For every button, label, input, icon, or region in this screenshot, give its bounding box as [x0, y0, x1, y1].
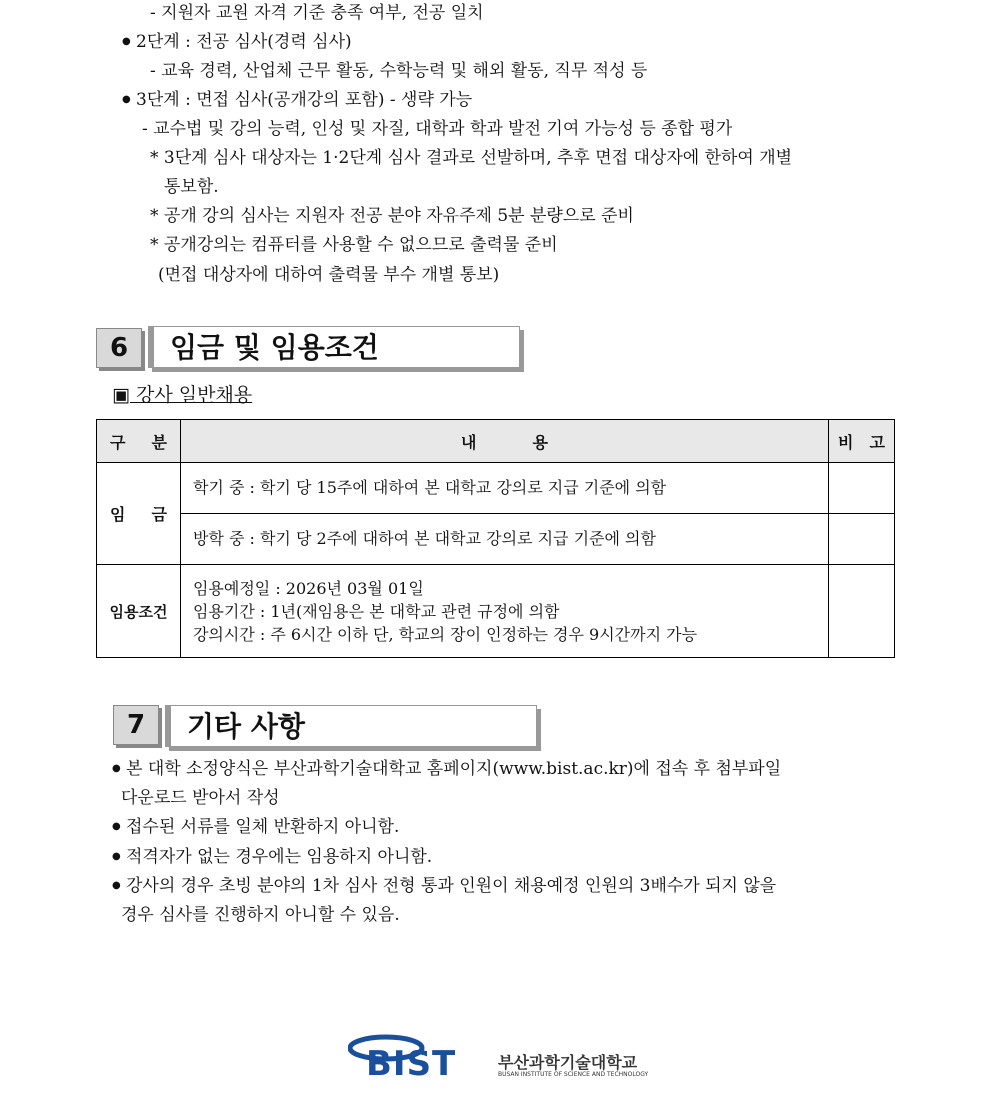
salary-table [96, 419, 895, 658]
note-1-cont: 통보함. [164, 177, 219, 197]
table-row [97, 463, 895, 514]
section-7-number: 7 [113, 705, 159, 745]
wage-label: 임 금 [97, 463, 181, 565]
section-6-title: 임금 및 임용조건 [148, 326, 520, 368]
table-row [97, 565, 895, 658]
terms-start-date: 임용예정일 : 2026년 03월 01일 [192, 578, 424, 598]
note-4: (면접 대상자에 대하여 출력물 부수 개별 통보) [158, 265, 500, 285]
header-note: 비 고 [829, 420, 895, 463]
bist-logo-wordmark: BIST [366, 1044, 457, 1084]
terms-note [829, 565, 895, 658]
wage-vacation: 방학 중 : 학기 당 2주에 대하여 본 대학교 강의로 지급 기준에 의함 [180, 514, 828, 565]
section-6-number: 6 [96, 328, 142, 368]
note-2: * 공개 강의 심사는 지원자 전공 분야 자유주제 5분 분량으로 준비 [150, 206, 634, 226]
section-6-subheading: ▣ 강사 일반채용 [112, 384, 253, 406]
stage3-line: ● 3단계 : 면접 심사(공개강의 포함) - 생략 가능 [136, 89, 472, 111]
bist-name-ko: 부산과학기술대학교 [498, 1053, 638, 1072]
wage-semester: 학기 중 : 학기 당 15주에 대하여 본 대학교 강의로 지급 기준에 의함 [180, 463, 828, 514]
terms-hours: 강의시간 : 주 6시간 이하 단, 학교의 장이 인정하는 경우 9시간까지 가능 [192, 624, 698, 644]
header-category: 구 분 [97, 420, 181, 463]
section-7-title: 기타 사항 [165, 705, 537, 747]
terms-content [180, 565, 828, 658]
table-header-row [97, 420, 895, 463]
terms-period: 임용기간 : 1년(재임용은 본 대학교 관련 규정에 의함 [192, 601, 560, 621]
bist-name-en: BUSAN INSTITUTE OF SCIENCE AND TECHNOLOGY [498, 1071, 649, 1078]
wage-vacation-note [829, 514, 895, 565]
note-3: * 공개강의는 컴퓨터를 사용할 수 없으므로 출력물 준비 [150, 235, 558, 255]
misc-item-3: ● 적격자가 없는 경우에는 임용하지 아니함. [126, 846, 432, 868]
criteria-line-1: - 지원자 교원 자격 기준 충족 여부, 전공 일치 [150, 3, 484, 23]
stage3-detail: - 교수법 및 강의 능력, 인성 및 자질, 대학과 학과 발전 기여 가능성 등 종합 평가 [142, 119, 733, 139]
note-1: * 3단계 심사 대상자는 1·2단계 심사 결과로 선발하며, 추후 면접 대상자에 한하여 개별 [150, 148, 793, 168]
misc-item-1-cont: 다운로드 받아서 작성 [121, 788, 280, 808]
misc-item-4-cont: 경우 심사를 진행하지 아니할 수 있음. [121, 905, 400, 925]
misc-item-4: ● 강사의 경우 초빙 분야의 1차 심사 전형 통과 인원이 채용예정 인원의 3배수가 되지 않을 [126, 875, 776, 897]
terms-label: 임용조건 [97, 565, 181, 658]
bist-logo [348, 1030, 668, 1090]
table-row [97, 514, 895, 565]
misc-item-1: ● 본 대학 소정양식은 부산과학기술대학교 홈페이지(www.bist.ac.kr)에 접속 후 첨부파일 [126, 758, 781, 780]
header-content: 내 용 [180, 420, 828, 463]
stage2-line: ● 2단계 : 전공 심사(경력 심사) [136, 31, 352, 53]
misc-item-2: ● 접수된 서류를 일체 반환하지 아니함. [126, 816, 399, 838]
wage-semester-note [829, 463, 895, 514]
stage2-detail: - 교육 경력, 산업체 근무 활동, 수학능력 및 해외 활동, 직무 적성 등 [150, 61, 648, 81]
